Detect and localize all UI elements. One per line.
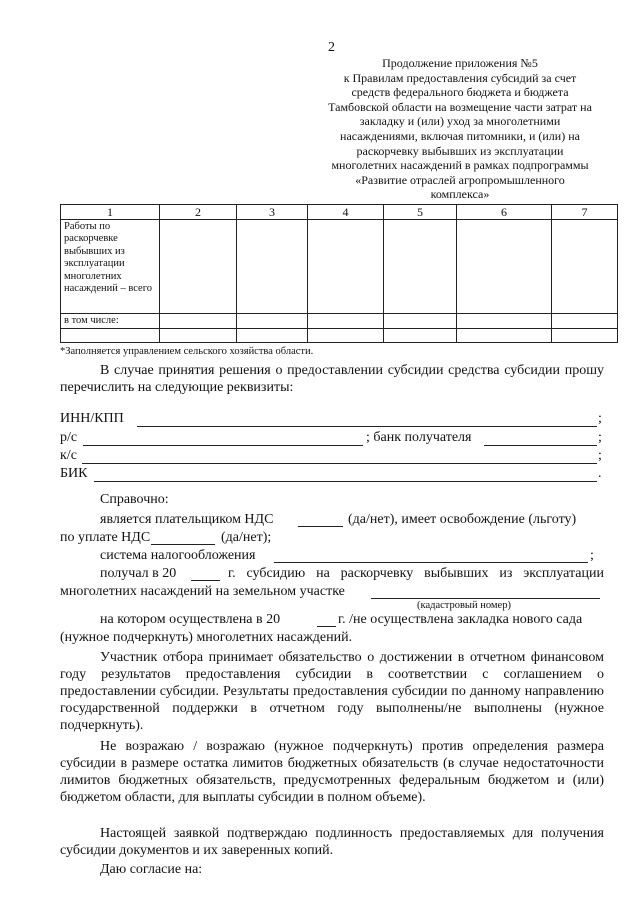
appendix-line: средств федерального бюджета и бюджета bbox=[351, 85, 569, 100]
table-header-cell: 5 bbox=[384, 205, 457, 220]
table-header-cell: 4 bbox=[308, 205, 384, 220]
table-cell[interactable] bbox=[160, 220, 237, 314]
table-header-row bbox=[61, 205, 618, 220]
table-cell[interactable] bbox=[552, 220, 618, 314]
planted-year-field[interactable] bbox=[317, 626, 336, 627]
table-row bbox=[61, 314, 618, 329]
vat-payment-field[interactable] bbox=[151, 544, 215, 545]
table-cell[interactable] bbox=[457, 314, 552, 329]
appendix-line: раскорчевку выбывших из эксплуатации bbox=[356, 143, 564, 158]
obligation-paragraph: Участник отбора принимает обязательство о достижении в отчетном финансовом году результатов предоставления субсидии в соответствии с соглашением о предоставлении субсидии. Результаты предоставления субсидии по данному направлению государственной поддержки в отчетном году выполнены/не выполнены (нужное подчеркнуть). bbox=[60, 650, 604, 733]
table-cell[interactable] bbox=[384, 220, 457, 314]
vat-payment-hint: (да/нет); bbox=[221, 530, 272, 545]
table-cell[interactable] bbox=[160, 329, 237, 343]
row-label-including: в том числе: bbox=[61, 314, 160, 329]
table-footnote: *Заполняется управлением сельского хозяйства области. bbox=[60, 346, 314, 357]
received-subsidy-text: г. субсидию на раскорчевку выбывших из эксплуатации bbox=[228, 566, 604, 581]
table-cell[interactable] bbox=[308, 329, 384, 343]
table-header-cell: 6 bbox=[457, 205, 552, 220]
table-header-cell: 3 bbox=[237, 205, 308, 220]
land-plot-label: многолетних насаждений на земельном участке bbox=[60, 584, 345, 599]
bik-field[interactable] bbox=[94, 481, 597, 482]
appendix-line: закладку и (или) уход за многолетними bbox=[359, 114, 561, 129]
received-year-label: получал в 20 bbox=[100, 566, 177, 581]
table-cell[interactable] bbox=[308, 314, 384, 329]
vat-exemption-label: (да/нет), имеет освобождение (льготу) bbox=[348, 512, 577, 527]
table-row bbox=[61, 329, 618, 343]
vat-payment-label: по уплате НДС bbox=[60, 530, 151, 545]
ks-label: к/с bbox=[60, 448, 77, 463]
planted-year-label: на котором осуществлена в 20 bbox=[100, 612, 281, 627]
table-cell[interactable] bbox=[457, 329, 552, 343]
tax-system-label: система налогообложения bbox=[100, 548, 256, 563]
request-paragraph: В случае принятия решения о предоставлении субсидии средства субсидии прошу перечислить на следующие реквизиты: bbox=[60, 363, 604, 395]
table-header-cell: 1 bbox=[61, 205, 160, 220]
inn-kpp-label: ИНН/КПП bbox=[60, 411, 124, 426]
table-header-cell: 7 bbox=[552, 205, 618, 220]
bank-label: ; банк получателя bbox=[366, 430, 472, 445]
table-cell[interactable] bbox=[384, 329, 457, 343]
appendix-line: «Развитие отраслей агропромышленного bbox=[355, 172, 565, 187]
table-cell[interactable] bbox=[237, 329, 308, 343]
appendix-header bbox=[300, 56, 620, 202]
appendix-line: насаждениями, включая питомники, и (или) на bbox=[340, 128, 580, 143]
cadastral-number-hint: (кадастровый номер) bbox=[417, 600, 511, 611]
consent-paragraph: Даю согласие на: bbox=[100, 862, 203, 877]
appendix-line: комплекса» bbox=[430, 187, 490, 202]
rs-field[interactable] bbox=[83, 445, 363, 446]
table-cell[interactable] bbox=[308, 220, 384, 314]
table-header-cell: 2 bbox=[160, 205, 237, 220]
reference-title: Справочно: bbox=[100, 492, 169, 507]
bank-field[interactable] bbox=[484, 445, 597, 446]
bik-label: БИК bbox=[60, 466, 88, 481]
table-cell[interactable] bbox=[457, 220, 552, 314]
table-cell[interactable] bbox=[237, 314, 308, 329]
table-cell[interactable] bbox=[552, 314, 618, 329]
semicolon: ; bbox=[598, 448, 602, 463]
row-label-total: Работы по раскорчевке выбывших из эксплуатации многолетних насаждений – всего bbox=[61, 220, 160, 314]
page-number: 2 bbox=[328, 40, 335, 55]
table-cell bbox=[61, 329, 160, 343]
received-year-field[interactable] bbox=[191, 580, 220, 581]
planted-text: г. /не осуществлена закладка нового сада bbox=[338, 612, 583, 627]
vat-payer-field[interactable] bbox=[298, 526, 343, 527]
inn-kpp-field[interactable] bbox=[137, 426, 597, 427]
semicolon: ; bbox=[598, 430, 602, 445]
ks-field[interactable] bbox=[82, 463, 597, 464]
table-cell[interactable] bbox=[552, 329, 618, 343]
appendix-line: многолетних насаждений в рамках подпрограммы bbox=[331, 158, 589, 173]
confirm-paragraph: Настоящей заявкой подтверждаю подлинность предоставляемых для получения субсидии документов и их заверенных копий. bbox=[60, 826, 604, 858]
semicolon: ; bbox=[598, 411, 602, 426]
semicolon: ; bbox=[590, 548, 594, 563]
tax-system-field[interactable] bbox=[274, 562, 588, 563]
appendix-line: Тамбовской области на возмещение части затрат на bbox=[328, 99, 592, 114]
appendix-line: Продолжение приложения №5 bbox=[382, 56, 538, 70]
period: . bbox=[598, 466, 602, 481]
subsidy-table bbox=[60, 204, 618, 343]
vat-payer-label: является плательщиком НДС bbox=[100, 512, 274, 527]
rs-label: р/с bbox=[60, 430, 78, 445]
table-cell[interactable] bbox=[384, 314, 457, 329]
table-cell[interactable] bbox=[237, 220, 308, 314]
objection-paragraph: Не возражаю / возражаю (нужное подчеркнуть) против определения размера субсидии в размере остатка лимитов бюджетных обязательств (в случае недостаточности лимитов бюджетных обязательств, предусмотренных федеральным бюджетом и (или) бюджетом области, для выплаты субсидии в полном объеме). bbox=[60, 739, 604, 805]
table-cell[interactable] bbox=[160, 314, 237, 329]
planted-hint: (нужное подчеркнуть) многолетних насаждений. bbox=[60, 630, 353, 645]
table-row bbox=[61, 220, 618, 314]
appendix-line: к Правилам предоставления субсидий за счет bbox=[343, 70, 577, 85]
